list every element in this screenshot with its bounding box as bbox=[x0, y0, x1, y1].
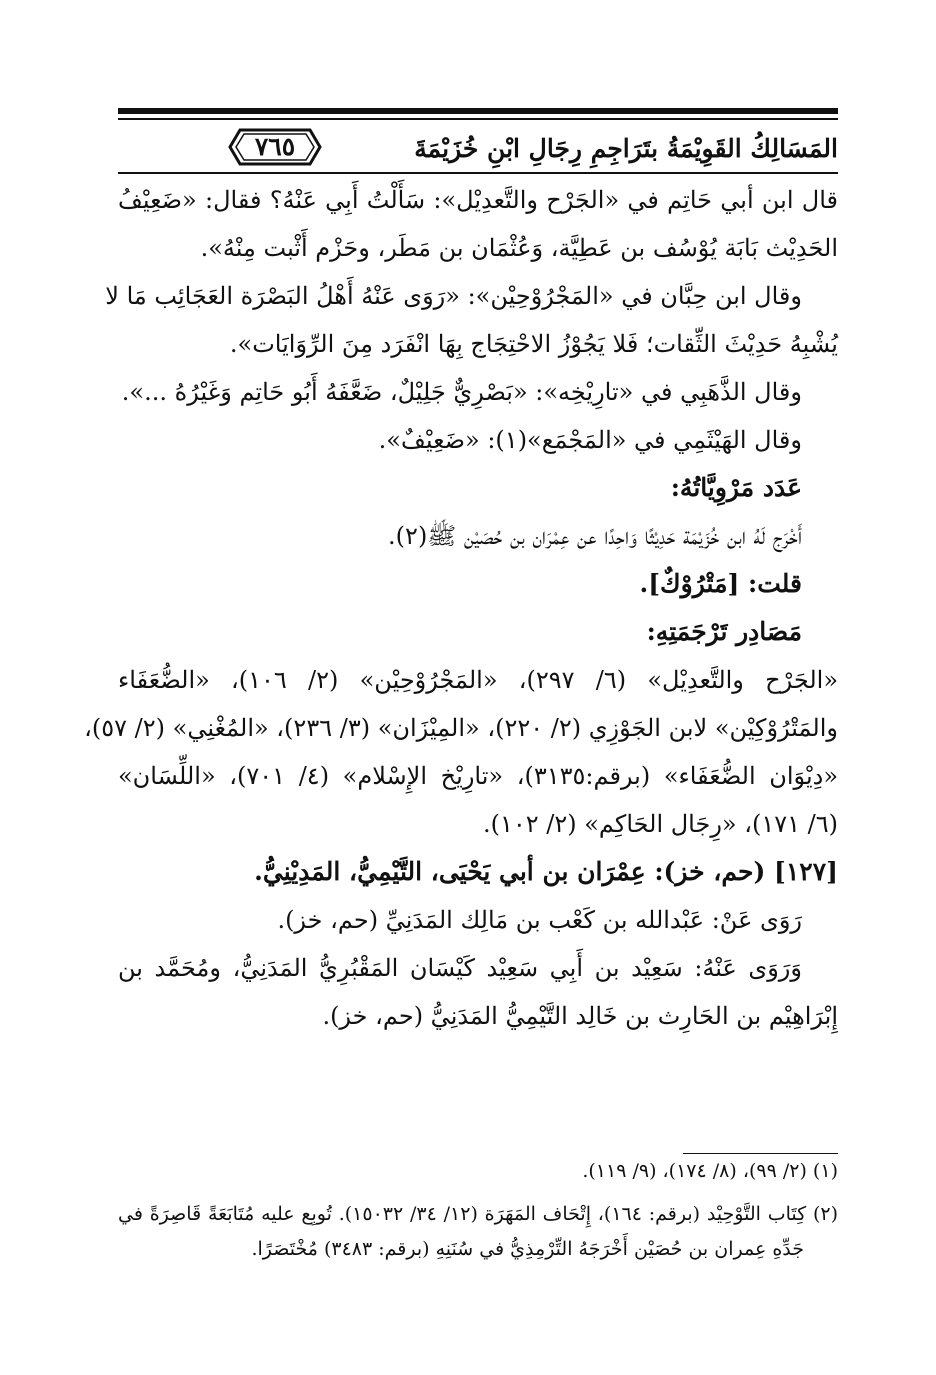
verdict-line: قلت: [مَتْرُوْكٌ]. bbox=[639, 569, 802, 598]
text-line: الحَدِيْث بَابَة يُوْسُف بن عَطِيَّة، وَعُثْمَان بن مَطَر، وحَزْم أَثْبت مِنْهُ». bbox=[200, 234, 838, 262]
text-line: «الجَرْح والتَّعدِيْل» (٦/ ٢٩٧)، «المَجْرُوْحِيْن» (٢/ ١٠٦)، «الضُّعَفَاء bbox=[118, 666, 839, 694]
text-line: قال ابن أبي حَاتِم في «الجَرْح والتَّعدِيْل»: سَأَلْتُ أَبِي عَنْهُ؟ فقال: «ضَعِيْفُ bbox=[118, 186, 838, 214]
text-line: وقال ابن حِبَّان في «المَجْرُوْحِيْن»: «رَوَى عَنْهُ أَهْلُ البَصْرَة العَجَائِب مَا لا bbox=[105, 282, 802, 310]
footnote-separator bbox=[683, 1153, 838, 1154]
text-line: رَوَى عَنْ: عَبْدالله بن كَعْب بن مَالِك المَدَنِيِّ (حم، خز). bbox=[277, 906, 802, 934]
text-line: والمَتْرُوْكِيْن» لابن الجَوْزِي (٢/ ٢٢٠)، «المِيْزَان» (٣/ ٢٣٦)، «المُغْنِي» (٢/ ٥٧)، bbox=[84, 714, 838, 742]
text-line: «دِيْوَان الضُّعَفَاء» (برقم:٣١٣٥)، «تارِيْخ الإِسْلام» (٤/ ٧٠١)، «اللِّسَان» bbox=[118, 762, 839, 790]
text-line: إِبْرَاهِيْم بن الحَارِث بن خَالِد التَّيْمِيُّ المَدَنِيُّ (حم، خز). bbox=[322, 1002, 838, 1030]
header-rule-thin bbox=[118, 118, 838, 120]
text-line: وقال الهَيْثَمِي في «المَجْمَع»(١): «ضَعِيْفٌ». bbox=[378, 426, 802, 454]
entry-title: [١٢٧] (حم، خز): عِمْرَان بن أبي يَحْيَى، التَّيْمِيُّ، المَدِيْنِيُّ. bbox=[254, 857, 838, 886]
section-heading: عَدَد مَرْوِيَّاتُهُ: bbox=[670, 473, 802, 502]
running-title: المَسَالِكُ القَوِيْمَةُ بتَرَاجِمِ رِجَالِ ابْنِ خُزَيْمَةَ bbox=[414, 134, 838, 163]
footnote: (٢) كِتَاب التَّوْحِيْد (برقم: ١٦٤)، إِتْحَاف المَهَرَة (١٢/ ٣٤/ ١٥٠٣٢). تُوبِع عليه مُتَابَعَةً قَاصِرَةً في bbox=[118, 1203, 838, 1225]
footnote-continuation: جَدِّهِ عِمران بن حُصَيْن أَخْرَجَهُ التِّرْمِذِيُّ في سُنَنِهِ (برقم: ٣٤٨٣) مُخْتَصَرًا. bbox=[251, 1238, 804, 1260]
page-number: ٧٦٥ bbox=[254, 132, 296, 161]
text-line: وَرَوَى عَنْهُ: سَعِيْد بن أَبِي سَعِيْد كَيْسَان المَقْبُرِيُّ المَدَنِيُّ، ومُحَمَّد بن bbox=[118, 954, 802, 982]
text-line: (٦/ ١٧١)، «رِجَال الحَاكِم» (٢/ ١٠٢). bbox=[482, 810, 838, 838]
header-rule-thick bbox=[118, 108, 838, 114]
header-rule-bottom bbox=[118, 172, 838, 174]
text-line: وقال الذَّهَبِي في «تارِيْخِه»: «بَصْرِيٌّ جَلِيْلٌ، ضَعَّفَهُ أَبُو حَاتِم وَغَيْرُهُ ...». bbox=[121, 378, 802, 406]
footnote: (١) (٢/ ٩٩)، (٨/ ١٧٤)، (٩/ ١١٩). bbox=[582, 1160, 838, 1182]
section-heading: مَصَادِر تَرْجَمَتِهِ: bbox=[646, 617, 802, 646]
text-line: يُشْبِهُ حَدِيْثَ الثِّقات؛ فَلا يَجُوْزُ الاحْتِجَاج بِهَا انْفَرَد مِنَ الرِّوَايَات». bbox=[229, 330, 838, 358]
page-number-badge bbox=[228, 128, 322, 166]
text-line: أَخْرَج لَهُ ابن خُزَيْمَة حَدِيْثًا وَاحِدًا عن عِمْرَان بن حُصَيْن ﷺ(٢). bbox=[388, 522, 802, 550]
